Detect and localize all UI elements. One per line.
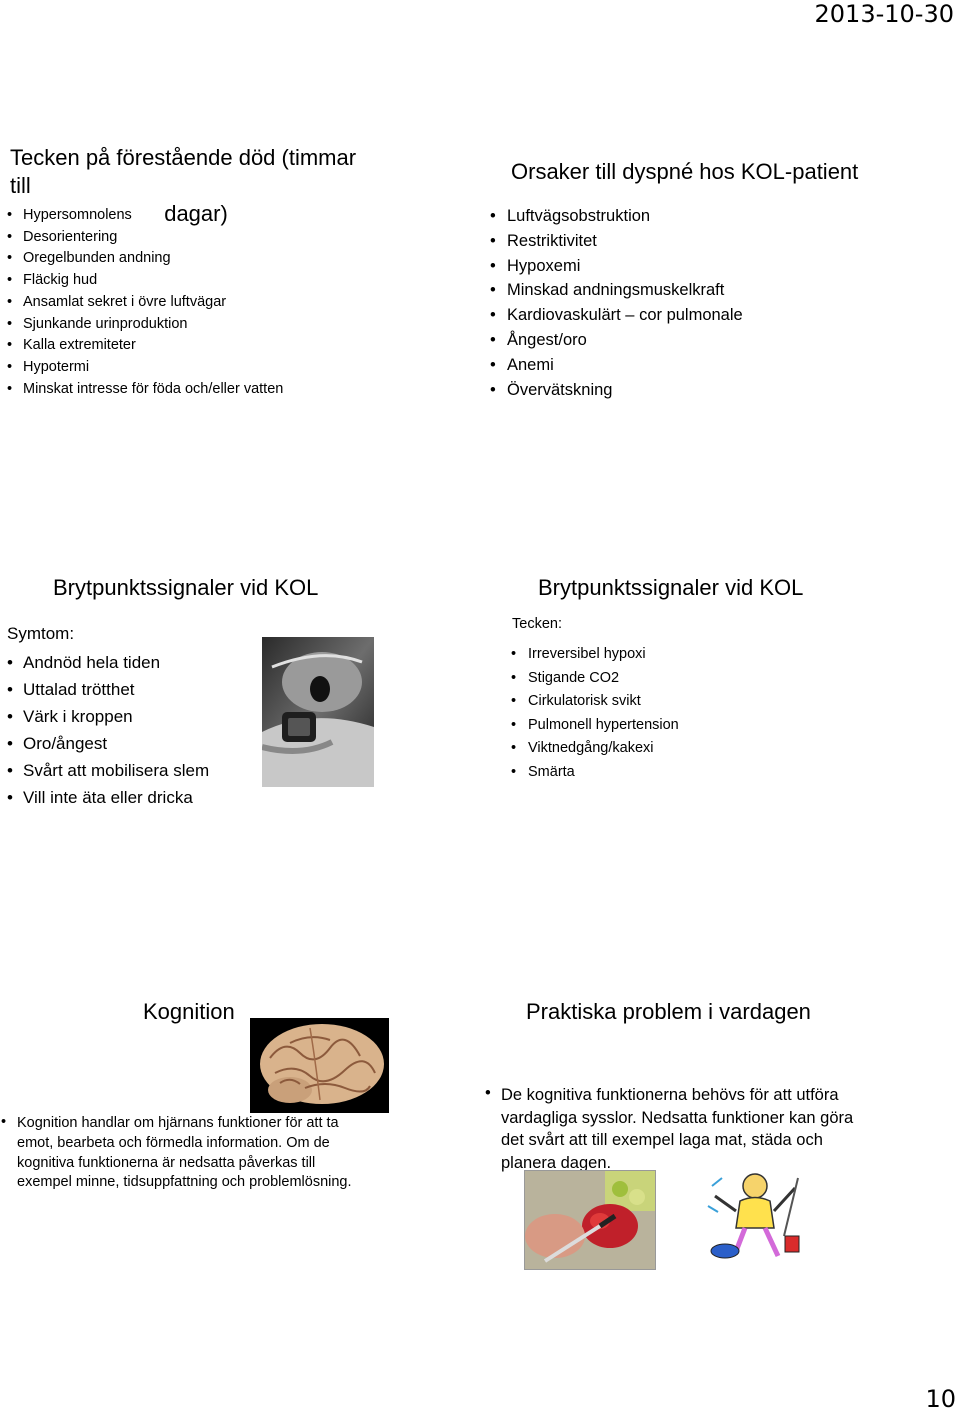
list-item: • Ångest/oro: [490, 328, 743, 353]
slide6-paragraph: [501, 1084, 853, 1174]
list-item: • Kardiovaskulärt – cor pulmonale: [490, 303, 743, 328]
slide4-label: Tecken:: [512, 616, 562, 632]
list-item: • Hypersomnolens: [7, 205, 283, 227]
slide3-label: Symtom:: [7, 624, 75, 643]
paragraph-line: Kognition handlar om hjärnans funktioner för att ta: [17, 1115, 339, 1131]
list-item: • Hypotermi: [7, 357, 283, 379]
slide6-bullet: •: [485, 1084, 491, 1102]
list-item: • Övervätskning: [490, 378, 743, 403]
paragraph-line: vardagliga sysslor. Nedsatta funktioner kan göra: [501, 1108, 854, 1127]
list-item: • Oro/ångest: [7, 730, 209, 757]
list-item: • Desorientering: [7, 227, 283, 249]
slide5-title: Kognition: [143, 999, 235, 1024]
slide2-list: [490, 204, 743, 402]
slide3-title: Brytpunktssignaler vid KOL: [53, 575, 319, 600]
list-item: • Irreversibel hypoxi: [511, 643, 679, 667]
slide1-list: [7, 205, 283, 400]
brain-photo: [250, 1018, 389, 1113]
slide1-title-line1: Tecken på förestående död (timmar till: [10, 145, 357, 198]
list-item: • Sjunkande urinproduktion: [7, 314, 283, 336]
paragraph-line: kognitiva funktionerna är nedsatta påverkas till: [17, 1154, 316, 1171]
page-number: 10: [925, 1385, 956, 1413]
list-item: • Hypoxemi: [490, 254, 743, 279]
list-item: • Viktnedgång/kakexi: [511, 737, 679, 761]
paragraph-line: planera dagen.: [501, 1153, 612, 1172]
slide6-title: Praktiska problem i vardagen: [526, 999, 811, 1024]
list-item: • Uttalad trötthet: [7, 676, 209, 703]
slide3-list: [7, 649, 209, 811]
cleaning-cartoon: [700, 1166, 812, 1270]
list-item: • Ansamlat sekret i övre luftvägar: [7, 292, 283, 314]
cooking-photo: [524, 1170, 656, 1270]
list-item: • Minskat intresse för föda och/eller vatten: [7, 379, 283, 401]
paragraph-line: emot, bearbeta och förmedla information. Om de: [17, 1134, 330, 1151]
list-item: • Pulmonell hypertension: [511, 714, 679, 738]
list-item: • Restriktivitet: [490, 229, 743, 254]
list-item: • Värk i kroppen: [7, 703, 209, 730]
paragraph-line: det svårt att till exempel laga mat, städa och: [501, 1131, 823, 1149]
slide2-title: Orsaker till dyspné hos KOL-patient: [511, 159, 859, 184]
list-item: • Vill inte äta eller dricka: [7, 784, 209, 811]
list-item: • Anemi: [490, 353, 743, 378]
list-item: • Fläckig hud: [7, 270, 283, 292]
slide4-list: [511, 643, 679, 785]
page-date: 2013-10-30: [814, 0, 954, 28]
list-item: • Andnöd hela tiden: [7, 649, 209, 676]
list-item: • Kalla extremiteter: [7, 335, 283, 357]
list-item: • Smärta: [511, 761, 679, 785]
list-item: • Luftvägsobstruktion: [490, 204, 743, 229]
slide1-title-line2: dagar): [164, 201, 228, 226]
list-item: • Cirkulatorisk svikt: [511, 690, 679, 714]
slide5-bullet: •: [1, 1114, 7, 1130]
slide5-paragraph: [17, 1114, 352, 1193]
patient-photo: [262, 637, 374, 787]
list-item: • Stigande CO2: [511, 667, 679, 691]
paragraph-line: exempel minne, tidsuppfattning och problemlösning.: [17, 1174, 352, 1191]
list-item: • Oregelbunden andning: [7, 248, 283, 270]
list-item: • Svårt att mobilisera slem: [7, 757, 209, 784]
list-item: • Minskad andningsmuskelkraft: [490, 278, 743, 303]
paragraph-line: De kognitiva funktionerna behövs för att utföra: [501, 1086, 839, 1104]
slide4-title: Brytpunktssignaler vid KOL: [538, 575, 804, 600]
